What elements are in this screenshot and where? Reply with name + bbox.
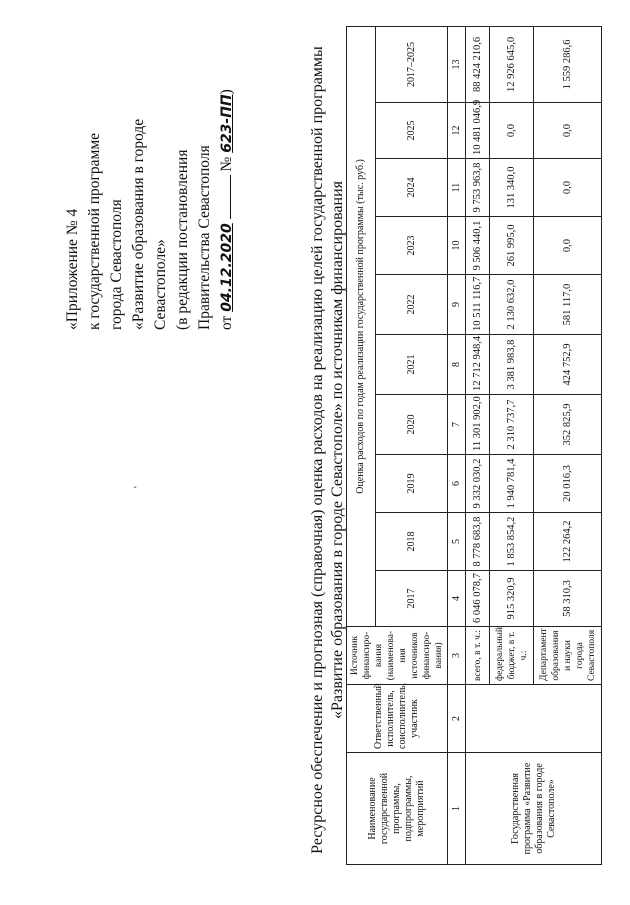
value-cell: 9 506 440,1 [466, 217, 490, 275]
year-cell: 2020 [376, 395, 448, 455]
column-number: 13 [448, 26, 466, 102]
stamp-line: к государственной программе [86, 132, 103, 330]
stamp-line: «Развитие образования в городе [130, 118, 147, 330]
title-line-2: «Развитие образования в городе Севастополе» по источникам финансирования [329, 181, 346, 719]
source-cell: федеральный бюджет, в т. ч.: [490, 627, 534, 685]
column-numbers-row [448, 26, 466, 864]
year-cell: 2021 [376, 335, 448, 395]
decree-number: 623-ПП [219, 94, 235, 153]
date-prefix: от [218, 315, 235, 330]
value-cell: 20 016,3 [534, 455, 602, 513]
program-name: Государственная программа «Развитие образования в городе Севастополе» [466, 753, 602, 865]
header-row [347, 26, 376, 864]
column-number: 1 [448, 753, 466, 865]
value-cell: 122 264,2 [534, 513, 602, 571]
column-number: 9 [448, 275, 466, 335]
column-number: 7 [448, 395, 466, 455]
table-row [466, 26, 490, 864]
value-cell: 1 940 781,4 [490, 455, 534, 513]
executor-cell [466, 685, 602, 753]
stamp-line: Правительства Севастополя [196, 145, 213, 330]
year-cell: 2024 [376, 159, 448, 217]
value-cell: 131 340,0 [490, 159, 534, 217]
column-number: 4 [448, 571, 466, 627]
header-estimate: Оценка расходов по годам реализации государственной программы (тыс. руб.) [347, 26, 376, 626]
value-cell: 12 712 948,4 [466, 335, 490, 395]
year-cell: 2017–2025 [376, 26, 448, 102]
appendix-stamp [62, 30, 238, 330]
value-cell: 0,0 [534, 217, 602, 275]
value-cell: 9 753 963,8 [466, 159, 490, 217]
value-cell: 10 481 046,9 [466, 103, 490, 159]
value-cell: 0,0 [534, 103, 602, 159]
value-cell: 915 320,9 [490, 571, 534, 627]
year-cell: 2025 [376, 103, 448, 159]
blank-line [216, 175, 231, 219]
value-cell: 88 424 210,6 [466, 26, 490, 102]
column-number: 6 [448, 455, 466, 513]
year-cell: 2017 [376, 571, 448, 627]
year-cell: 2018 [376, 513, 448, 571]
number-prefix: № [218, 156, 235, 172]
value-cell: 261 995,0 [490, 217, 534, 275]
column-number: 11 [448, 159, 466, 217]
source-cell: Департамент образования и науки города Севастополя [534, 627, 602, 685]
value-cell: 0,0 [490, 103, 534, 159]
value-cell: 9 332 030,2 [466, 455, 490, 513]
value-cell: 352 825,9 [534, 395, 602, 455]
value-cell: 2 310 737,7 [490, 395, 534, 455]
value-cell: 11 301 902,0 [466, 395, 490, 455]
column-number: 3 [448, 627, 466, 685]
value-cell: 1 853 854,2 [490, 513, 534, 571]
value-cell: 2 130 632,0 [490, 275, 534, 335]
year-cell: 2023 [376, 217, 448, 275]
value-cell: 424 752,9 [534, 335, 602, 395]
stamp-line: города Севастополя [108, 199, 125, 330]
column-number: 10 [448, 217, 466, 275]
header-source: Источник финансиро-вания (наименова-ния источников финансиро-вания) [347, 627, 448, 685]
source-cell: всего, в т. ч.: [466, 627, 490, 685]
value-cell: 1 559 286,6 [534, 26, 602, 102]
value-cell: 6 046 078,7 [466, 571, 490, 627]
stray-mark: ' [133, 486, 144, 488]
stamp-line: Севастополе» [152, 239, 169, 330]
value-cell: 3 381 983,8 [490, 335, 534, 395]
year-cell: 2022 [376, 275, 448, 335]
column-number: 2 [448, 685, 466, 753]
value-cell: 0,0 [534, 159, 602, 217]
column-number: 12 [448, 103, 466, 159]
stamp-line: «Приложение № 4 [64, 208, 81, 330]
decree-date: 04.12.2020 [219, 223, 235, 312]
column-number: 5 [448, 513, 466, 571]
date-number-line: от 04.12.2020 № 623-ПП) [218, 89, 235, 330]
value-cell: 8 778 683,8 [466, 513, 490, 571]
column-number: 8 [448, 335, 466, 395]
value-cell: 10 511 116,7 [466, 275, 490, 335]
value-cell: 58 310,3 [534, 571, 602, 627]
financing-table [346, 26, 602, 865]
value-cell: 581 117,0 [534, 275, 602, 335]
stamp-line: (в редакции постановления [174, 149, 191, 330]
title-line-1: Ресурсное обеспечение и прогнозная (справочная) оценка расходов на реализацию целей государственной программы [309, 46, 326, 854]
header-executor: Ответственный исполнитель, соисполнитель, участник [347, 685, 448, 753]
value-cell: 12 926 645,0 [490, 26, 534, 102]
year-cell: 2019 [376, 455, 448, 513]
document-title [308, 35, 348, 865]
header-name: Наименование государственной программы, подпрограммы, мероприятий [347, 753, 448, 865]
